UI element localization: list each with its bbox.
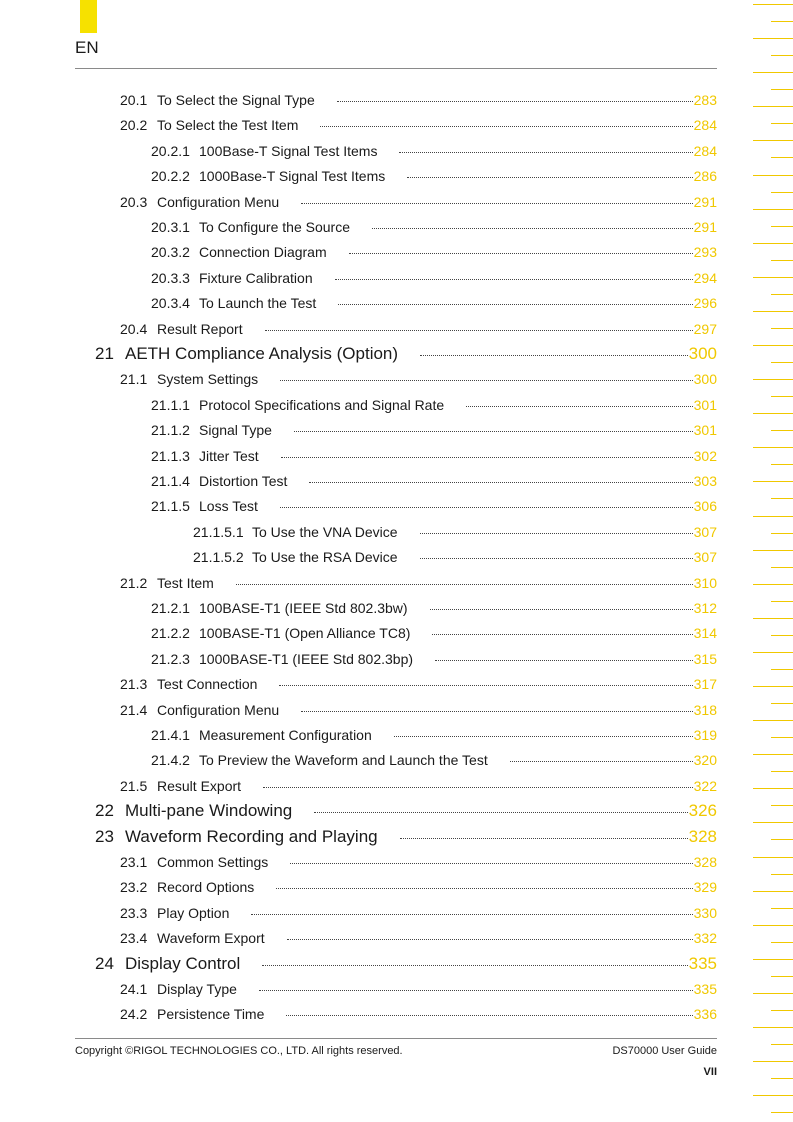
edge-index-mark <box>753 38 793 39</box>
edge-index-mark <box>753 243 793 244</box>
edge-index-mark <box>771 942 793 943</box>
toc-entry[interactable] <box>120 1006 717 1022</box>
toc-entry-number: 21.2.3 <box>151 650 190 667</box>
toc-entry[interactable] <box>120 981 717 997</box>
edge-index-mark <box>771 226 793 227</box>
toc-entry-page[interactable]: 320 <box>693 752 717 769</box>
edge-index-mark <box>753 618 793 619</box>
toc-entry-title: System Settings <box>157 371 259 388</box>
toc-entry-page[interactable]: 306 <box>693 498 717 515</box>
edge-index-mark <box>771 498 793 499</box>
edge-index-mark <box>771 260 793 261</box>
toc-entry[interactable] <box>151 473 717 489</box>
toc-dot-leader <box>279 685 692 686</box>
edge-index-mark <box>753 584 793 585</box>
toc-entry-title: Distortion Test <box>199 473 288 489</box>
toc-entry-title: To Select the Signal Type <box>157 92 315 108</box>
toc-entry[interactable] <box>193 549 717 565</box>
toc-entry-page[interactable]: 329 <box>693 879 717 896</box>
toc-entry-number: 20.2.2 <box>151 168 190 185</box>
toc-entry-number: 21.4.1 <box>151 727 190 743</box>
toc-entry-title: Loss Test <box>199 498 258 515</box>
toc-entry-number: 21.2.2 <box>151 625 190 642</box>
toc-entry-page[interactable]: 317 <box>693 676 717 693</box>
toc-entry-number: 22 <box>95 801 114 821</box>
toc-dot-leader <box>394 736 693 737</box>
toc-dot-leader <box>309 482 692 483</box>
toc-entry-page[interactable]: 319 <box>693 727 717 743</box>
toc-entry[interactable] <box>120 778 717 794</box>
toc-entry-title: Persistence Time <box>157 1006 265 1023</box>
toc-entry-title: Waveform Recording and Playing <box>125 826 378 846</box>
footer-guide-title: DS70000 User Guide <box>612 1045 717 1057</box>
toc-entry[interactable] <box>151 397 717 413</box>
edge-index-mark <box>771 192 793 193</box>
toc-entry-number: 21.4.2 <box>151 752 190 769</box>
toc-entry-number: 21.1.5.2 <box>193 549 244 566</box>
edge-index-mark <box>753 277 793 278</box>
edge-index-mark <box>753 1027 793 1028</box>
toc-entry-title: 100BASE-T1 (Open Alliance TC8) <box>199 625 411 642</box>
toc-entry[interactable] <box>151 168 717 184</box>
toc-dot-leader <box>276 888 692 889</box>
toc-entry-title: To Preview the Waveform and Launch the Test <box>199 752 488 769</box>
toc-entry-number: 21.4 <box>120 701 148 718</box>
toc-entry[interactable] <box>151 295 717 311</box>
toc-dot-leader <box>407 177 692 178</box>
toc-entry[interactable] <box>151 143 717 159</box>
edge-index-mark <box>771 669 793 670</box>
footer-divider <box>75 1038 717 1039</box>
toc-dot-leader <box>435 660 693 661</box>
toc-entry[interactable] <box>95 827 717 847</box>
toc-entry-page[interactable]: 332 <box>693 930 717 947</box>
toc-entry-page[interactable]: 283 <box>693 92 717 108</box>
toc-dot-leader <box>337 101 693 102</box>
edge-index-mark <box>771 157 793 158</box>
edge-index-mark <box>771 874 793 875</box>
toc-entry-page[interactable]: 335 <box>688 953 717 973</box>
edge-index-mark <box>753 140 793 141</box>
toc-dot-leader <box>338 304 692 305</box>
toc-entry[interactable] <box>120 879 717 895</box>
edge-index-mark <box>753 175 793 176</box>
toc-entry-title: Signal Type <box>199 422 272 439</box>
edge-index-mark <box>753 550 793 551</box>
toc-entry[interactable] <box>151 244 717 260</box>
edge-index-mark <box>771 328 793 329</box>
toc-entry-page[interactable]: 303 <box>693 473 717 489</box>
toc-dot-leader <box>280 380 692 381</box>
toc-entry-page[interactable]: 328 <box>688 826 717 846</box>
toc-entry-number: 20.3.1 <box>151 219 190 235</box>
edge-index-mark <box>771 908 793 909</box>
toc-entry[interactable] <box>95 954 717 974</box>
toc-entry-number: 21.5 <box>120 777 148 794</box>
toc-dot-leader <box>314 812 687 813</box>
toc-entry[interactable] <box>151 727 717 743</box>
toc-entry[interactable] <box>120 930 717 946</box>
toc-entry-page[interactable]: 284 <box>693 117 717 134</box>
toc-entry-page[interactable]: 284 <box>693 142 717 159</box>
toc-dot-leader <box>432 634 692 635</box>
toc-dot-leader <box>281 457 693 458</box>
toc-entry[interactable] <box>151 600 717 616</box>
toc-entry-page[interactable]: 286 <box>693 168 717 185</box>
edge-index-mark <box>753 959 793 960</box>
toc-dot-leader <box>420 558 693 559</box>
edge-index-mark <box>771 55 793 56</box>
toc-entry-page[interactable]: 318 <box>693 701 717 718</box>
toc-entry-number: 20.2 <box>120 117 148 134</box>
toc-entry-number: 23.2 <box>120 879 148 896</box>
toc-entry-number: 21.1.4 <box>151 473 190 489</box>
toc-entry-number: 21.2 <box>120 574 148 591</box>
toc-dot-leader <box>265 330 693 331</box>
toc-entry-title: Measurement Configuration <box>199 727 372 743</box>
edge-index-mark <box>753 516 793 517</box>
toc-entry-number: 20.3.4 <box>151 295 190 312</box>
toc-entry[interactable] <box>120 92 717 108</box>
toc-entry[interactable] <box>151 752 717 768</box>
edge-index-mark <box>771 123 793 124</box>
toc-entry[interactable] <box>151 498 717 514</box>
toc-entry-page[interactable]: 294 <box>693 269 717 286</box>
toc-entry-number: 21.1.3 <box>151 447 190 464</box>
toc-entry-page[interactable]: 326 <box>688 801 717 821</box>
toc-entry[interactable] <box>151 651 717 667</box>
toc-entry-page[interactable]: 315 <box>693 650 717 667</box>
toc-entry-title: To Configure the Source <box>199 219 350 235</box>
edge-index-mark <box>753 686 793 687</box>
edge-index-mark <box>753 72 793 73</box>
toc-entry-page[interactable]: 307 <box>693 549 717 566</box>
toc-entry-title: Common Settings <box>157 854 269 870</box>
edge-index-mark <box>771 1044 793 1045</box>
edge-index-mark <box>771 21 793 22</box>
edge-index-mark <box>771 533 793 534</box>
edge-index-mark <box>753 652 793 653</box>
edge-index-mark <box>771 362 793 363</box>
toc-dot-leader <box>259 990 693 991</box>
edge-index-mark <box>771 601 793 602</box>
toc-entry-page[interactable]: 297 <box>693 320 717 337</box>
page-edge-index-marks <box>748 0 793 1122</box>
toc-entry-page[interactable]: 291 <box>693 219 717 235</box>
toc-dot-leader <box>335 279 693 280</box>
toc-entry[interactable] <box>120 702 717 718</box>
edge-index-mark <box>771 567 793 568</box>
toc-entry-number: 21.1.2 <box>151 422 190 439</box>
toc-entry[interactable] <box>120 854 717 870</box>
toc-entry-number: 20.4 <box>120 320 148 337</box>
toc-dot-leader <box>280 507 693 508</box>
edge-index-mark <box>771 464 793 465</box>
edge-index-mark <box>753 311 793 312</box>
toc-entry[interactable] <box>120 676 717 692</box>
toc-entry-title: Configuration Menu <box>157 193 280 210</box>
toc-entry-number: 21.3 <box>120 676 148 693</box>
edge-index-mark <box>771 430 793 431</box>
toc-dot-leader <box>400 838 688 839</box>
edge-index-mark <box>771 703 793 704</box>
toc-entry-number: 21.1.1 <box>151 396 190 413</box>
edge-index-mark <box>771 976 793 977</box>
edge-index-mark <box>753 822 793 823</box>
toc-dot-leader <box>430 609 693 610</box>
edge-index-mark <box>771 771 793 772</box>
edge-index-mark <box>753 379 793 380</box>
toc-entry[interactable] <box>95 801 717 821</box>
edge-index-mark <box>753 481 793 482</box>
toc-entry-title: Record Options <box>157 879 255 896</box>
toc-entry[interactable] <box>151 219 717 235</box>
footer-copyright: Copyright ©RIGOL TECHNOLOGIES CO., LTD. All rights reserved. <box>75 1045 403 1057</box>
toc-entry-page[interactable]: 301 <box>693 396 717 413</box>
edge-index-mark <box>753 447 793 448</box>
toc-entry-number: 21.1 <box>120 371 148 388</box>
toc-entry-title: 1000Base-T Signal Test Items <box>199 168 386 185</box>
toc-dot-leader <box>262 965 687 966</box>
edge-index-mark <box>753 106 793 107</box>
toc-entry-page[interactable]: 335 <box>693 981 717 997</box>
toc-entry[interactable] <box>193 524 717 540</box>
toc-entry-title: 1000BASE-T1 (IEEE Std 802.3bp) <box>199 650 414 667</box>
toc-entry-page[interactable]: 301 <box>693 422 717 439</box>
toc-entry-number: 21.1.5.1 <box>193 523 244 540</box>
toc-entry-title: Configuration Menu <box>157 701 280 718</box>
toc-entry-number: 24 <box>95 953 114 973</box>
toc-dot-leader <box>349 253 693 254</box>
edge-index-mark <box>771 396 793 397</box>
toc-entry[interactable] <box>120 321 717 337</box>
toc-entry-page[interactable]: 312 <box>693 600 717 616</box>
toc-dot-leader <box>420 533 693 534</box>
edge-index-mark <box>771 839 793 840</box>
toc-entry-title: To Use the VNA Device <box>252 523 398 540</box>
toc-entry-title: Multi-pane Windowing <box>125 801 293 821</box>
toc-entry-page[interactable]: 314 <box>693 625 717 642</box>
toc-entry-number: 20.1 <box>120 92 148 108</box>
toc-dot-leader <box>294 431 693 432</box>
toc-entry[interactable] <box>151 270 717 286</box>
toc-entry-title: Play Option <box>157 904 230 921</box>
toc-entry[interactable] <box>120 371 717 387</box>
toc-entry[interactable] <box>120 117 717 133</box>
toc-entry[interactable] <box>151 448 717 464</box>
toc-entry-title: Protocol Specifications and Signal Rate <box>199 396 445 413</box>
toc-entry-page[interactable]: 307 <box>693 523 717 540</box>
toc-entry-number: 20.3.2 <box>151 244 190 261</box>
toc-entry-number: 23.3 <box>120 904 148 921</box>
toc-entry-page[interactable]: 300 <box>688 344 717 363</box>
edge-index-mark <box>753 345 793 346</box>
toc-entry-number: 24.1 <box>120 981 148 997</box>
toc-entry-page[interactable]: 310 <box>693 574 717 591</box>
edge-index-mark <box>771 1078 793 1079</box>
toc-entry[interactable] <box>95 344 717 364</box>
toc-entry-number: 21.1.5 <box>151 498 190 515</box>
toc-dot-leader <box>286 1015 692 1016</box>
toc-entry-page[interactable]: 336 <box>693 1006 717 1023</box>
edge-index-mark <box>753 1095 793 1096</box>
toc-entry-page[interactable]: 293 <box>693 244 717 261</box>
toc-entry-title: Result Report <box>157 320 243 337</box>
edge-index-mark <box>753 413 793 414</box>
toc-entry-page[interactable]: 302 <box>693 447 717 464</box>
edge-index-mark <box>771 294 793 295</box>
toc-entry-page[interactable]: 330 <box>693 904 717 921</box>
toc-entry[interactable] <box>151 422 717 438</box>
toc-dot-leader <box>372 228 693 229</box>
toc-dot-leader <box>290 863 692 864</box>
toc-entry[interactable] <box>151 625 717 641</box>
toc-entry[interactable] <box>120 575 717 591</box>
toc-dot-leader <box>301 203 692 204</box>
edge-index-mark <box>753 788 793 789</box>
edge-index-mark <box>753 1061 793 1062</box>
toc-entry-page[interactable]: 322 <box>693 777 717 794</box>
toc-entry-title: Waveform Export <box>157 930 265 947</box>
toc-entry-title: Connection Diagram <box>199 244 327 261</box>
toc-entry-title: AETH Compliance Analysis (Option) <box>125 344 399 363</box>
edge-index-mark <box>771 1010 793 1011</box>
toc-dot-leader <box>510 761 693 762</box>
toc-dot-leader <box>466 406 692 407</box>
toc-dot-leader <box>236 584 693 585</box>
toc-entry-title: Jitter Test <box>199 447 259 464</box>
toc-entry-page[interactable]: 296 <box>693 295 717 312</box>
edge-index-mark <box>771 635 793 636</box>
toc-entry-title: Fixture Calibration <box>199 269 313 286</box>
toc-entry-page[interactable]: 328 <box>693 854 717 870</box>
edge-index-mark <box>753 754 793 755</box>
edge-index-mark <box>753 891 793 892</box>
toc-entry-number: 21.2.1 <box>151 600 190 616</box>
toc-dot-leader <box>399 152 692 153</box>
toc-entry-number: 23 <box>95 826 114 846</box>
edge-index-mark <box>771 805 793 806</box>
language-label: EN <box>75 38 99 57</box>
edge-index-mark <box>753 209 793 210</box>
toc-entry-title: Result Export <box>157 777 242 794</box>
edge-index-mark <box>753 4 793 5</box>
toc-entry-number: 21 <box>95 344 114 363</box>
toc-entry-number: 20.3 <box>120 193 148 210</box>
toc-entry-title: To Launch the Test <box>199 295 317 312</box>
toc-entry-title: Display Control <box>125 953 241 973</box>
edge-index-mark <box>753 857 793 858</box>
toc-entry-title: Display Type <box>157 981 237 997</box>
toc-entry-title: To Select the Test Item <box>157 117 299 134</box>
footer-page-number: VII <box>703 1066 717 1078</box>
edge-index-mark <box>771 1112 793 1113</box>
toc-entry-title: 100BASE-T1 (IEEE Std 802.3bw) <box>199 600 408 616</box>
toc-dot-leader <box>251 914 692 915</box>
toc-dot-leader <box>320 126 692 127</box>
toc-dot-leader <box>301 711 692 712</box>
edge-index-mark <box>753 993 793 994</box>
toc-entry[interactable] <box>120 905 717 921</box>
toc-entry-title: To Use the RSA Device <box>252 549 398 566</box>
toc-entry[interactable] <box>120 194 717 210</box>
toc-dot-leader <box>287 939 693 940</box>
toc-entry-number: 20.3.3 <box>151 269 190 286</box>
toc-entry-number: 24.2 <box>120 1006 148 1023</box>
edge-index-mark <box>753 925 793 926</box>
toc-entry-page[interactable]: 291 <box>693 193 717 210</box>
toc-dot-leader <box>420 355 688 356</box>
toc-entry-title: 100Base-T Signal Test Items <box>199 142 378 159</box>
edge-index-mark <box>771 737 793 738</box>
toc-entry-title: Test Item <box>157 574 214 591</box>
toc-entry-number: 23.4 <box>120 930 148 947</box>
edge-index-mark <box>753 720 793 721</box>
toc-dot-leader <box>263 787 693 788</box>
toc-entry-page[interactable]: 300 <box>693 371 717 388</box>
toc-entry-title: Test Connection <box>157 676 258 693</box>
toc-entry-number: 23.1 <box>120 854 148 870</box>
edge-index-mark <box>771 89 793 90</box>
toc-entry-number: 20.2.1 <box>151 142 190 159</box>
